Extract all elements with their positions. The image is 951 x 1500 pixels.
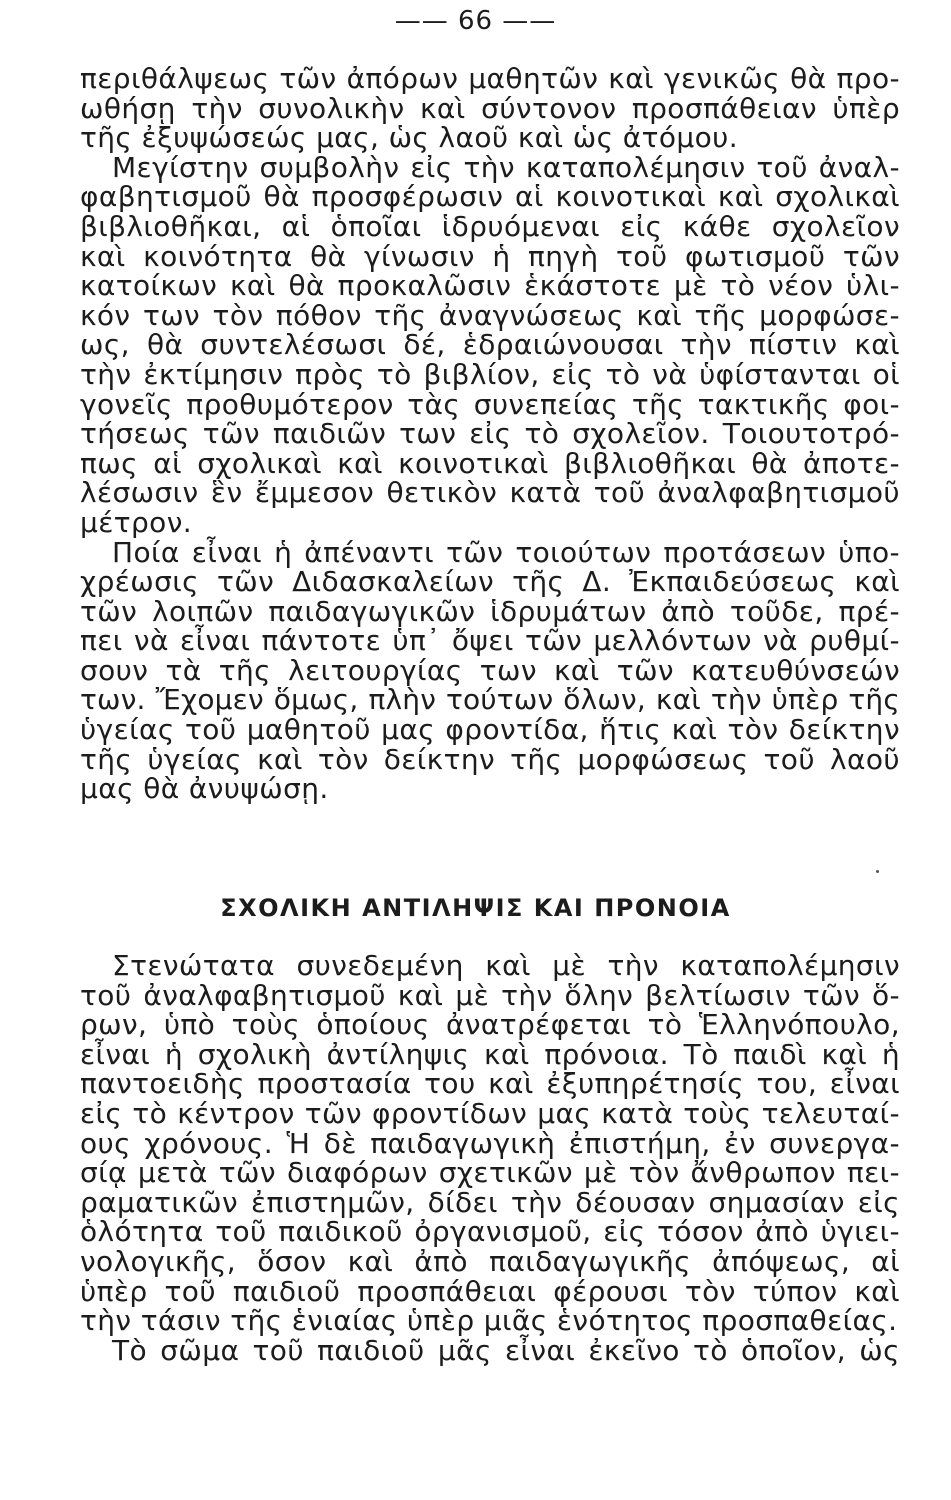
text-line: ὑγείας τοῦ μαθητοῦ μας φροντίδα, ἥτις καὶ τὸν δείκτην	[80, 713, 900, 747]
text-line: λέσωσιν ἓν ἔμμεσον θετικὸν κατὰ τοῦ ἀναλφαβητισμοῦ	[80, 476, 900, 510]
text-line: τῆς ἐξυψώσεώς μας, ὡς λαοῦ καὶ ὡς ἀτόμου.	[80, 121, 739, 155]
text-line: καὶ κοινότητα θὰ γίνωσιν ἡ πηγὴ τοῦ φωτισμοῦ τῶν	[80, 239, 900, 273]
text-line: Ποία εἶναι ἡ ἀπέναντι τῶν τοιούτων προτάσεων ὑπο-	[112, 535, 900, 569]
text-line: Τὸ σῶμα τοῦ παιδιοῦ μᾶς εἶναι ἐκεῖνο τὸ ὁποῖον, ὡς	[112, 1333, 900, 1367]
text-line: ωθήσῃ τὴν συνολικὴν καὶ σύντονον προσπάθειαν ὑπὲρ	[80, 91, 900, 125]
text-line: ὁλότητα τοῦ παιδικοῦ ὀργανισμοῦ, εἰς τόσον ἀπὸ ὑγιει-	[80, 1215, 900, 1249]
text-line: εἰς τὸ κέντρον τῶν φροντίδων μας κατὰ τοὺς τελευταί-	[80, 1096, 900, 1130]
text-line: ὑπὲρ τοῦ παιδιοῦ προσπάθειαι φέρουσι τὸν τύπον καὶ	[80, 1274, 900, 1308]
text-line: τήσεως τῶν παιδιῶν των εἰς τὸ σχολεῖον. Τοιουτοτρό-	[80, 417, 900, 451]
text-line: πως αἱ σχολικαὶ καὶ κοινοτικαὶ βιβλιοθῆκαι θὰ ἀποτε-	[80, 446, 900, 480]
text-line: βιβλιοθῆκαι, αἱ ὁποῖαι ἱδρυόμεναι εἰς κάθε σχολεῖον	[80, 209, 900, 243]
paragraph-block-top	[80, 64, 900, 804]
text-line: τὴν τάσιν τῆς ἑνιαίας ὑπὲρ μιᾶς ἑνότητος προσπαθείας.	[80, 1304, 898, 1338]
text-line: τῶν λοιπῶν παιδαγωγικῶν ἱδρυμάτων ἀπὸ τοῦδε, πρέ-	[80, 594, 900, 628]
text-line: μέτρον.	[80, 505, 193, 539]
text-line: νολογικῆς, ὅσον καὶ ἀπὸ παιδαγωγικῆς ἀπόψεως, αἱ	[80, 1244, 900, 1278]
text-line: τὴν ἐκτίμησιν πρὸς τὸ βιβλίον, εἰς τὸ νὰ ὑφίστανται οἱ	[80, 357, 900, 391]
text-line: περιθάλψεως τῶν ἀπόρων μαθητῶν καὶ γενικῶς θὰ προ-	[80, 62, 900, 95]
text-line: Στενώτατα συνεδεμένη καὶ μὲ τὴν καταπολέμησιν	[112, 949, 900, 982]
text-line: ους χρόνους. Ἡ δὲ παιδαγωγικὴ ἐπιστήμη, ἐν συνεργα-	[80, 1126, 900, 1160]
page-number: —— 66 ——	[394, 6, 557, 36]
text-line: σουν τὰ τῆς λειτουργίας των καὶ τῶν κατευθύνσεών	[80, 653, 900, 687]
text-line: σίᾳ μετὰ τῶν διαφόρων σχετικῶν μὲ τὸν ἄνθρωπον πει-	[80, 1156, 900, 1190]
section-heading: ΣΧΟΛΙΚΗ ΑΝΤΙΛΗΨΙΣ ΚΑΙ ΠΡΟΝΟΙΑ	[220, 894, 731, 922]
text-line: τοῦ ἀναλφαβητισμοῦ καὶ μὲ τὴν ὅλην βελτίωσιν τῶν ὅ-	[80, 978, 900, 1012]
paragraph-block-bottom	[80, 951, 900, 1365]
text-line: Μεγίστην συμβολὴν εἰς τὴν καταπολέμησιν τοῦ ἀναλ-	[112, 150, 900, 184]
text-line: πει νὰ εἶναι πάντοτε ὑπ᾽ ὄψει τῶν μελλόντων νὰ ρυθμί-	[80, 624, 900, 658]
text-line: κόν των τὸν πόθον τῆς ἀναγνώσεως καὶ τῆς μορφώσε-	[80, 298, 900, 332]
text-line: ρων, ὑπὸ τοὺς ὁποίους ἀνατρέφεται τὸ Ἑλληνόπουλο,	[80, 1008, 900, 1042]
text-line: μας θὰ ἀνυψώσῃ.	[80, 772, 329, 806]
text-line: εἶναι ἡ σχολικὴ ἀντίληψις καὶ πρόνοια. Τὸ παιδὶ καὶ ἡ	[80, 1037, 900, 1071]
text-line: παντοειδὴς προστασία του καὶ ἐξυπηρέτησίς του, εἶναι	[80, 1067, 900, 1101]
print-speck	[876, 870, 879, 873]
text-line: χρέωσις τῶν Διδασκαλείων τῆς Δ. Ἐκπαιδεύσεως καὶ	[80, 565, 900, 599]
text-line: ραματικῶν ἐπιστημῶν, δίδει τὴν δέουσαν σημασίαν εἰς	[80, 1185, 900, 1219]
text-line: των. Ἔχομεν ὅμως, πλὴν τούτων ὅλων, καὶ τὴν ὑπὲρ τῆς	[80, 683, 900, 717]
text-line: ως, θὰ συντελέσωσι δέ, ἑδραιώνουσαι τὴν πίστιν καὶ	[80, 328, 900, 362]
text-line: γονεῖς προθυμότερον τὰς συνεπείας τῆς τακτικῆς φοι-	[80, 387, 900, 421]
text-line: τῆς ὑγείας καὶ τὸν δείκτην τῆς μορφώσεως τοῦ λαοῦ	[80, 742, 900, 776]
text-line: φαβητισμοῦ θὰ προσφέρωσιν αἱ κοινοτικαὶ καὶ σχολικαὶ	[80, 180, 900, 214]
text-line: κατοίκων καὶ θὰ προκαλῶσιν ἑκάστοτε μὲ τὸ νέον ὑλι-	[80, 269, 900, 303]
